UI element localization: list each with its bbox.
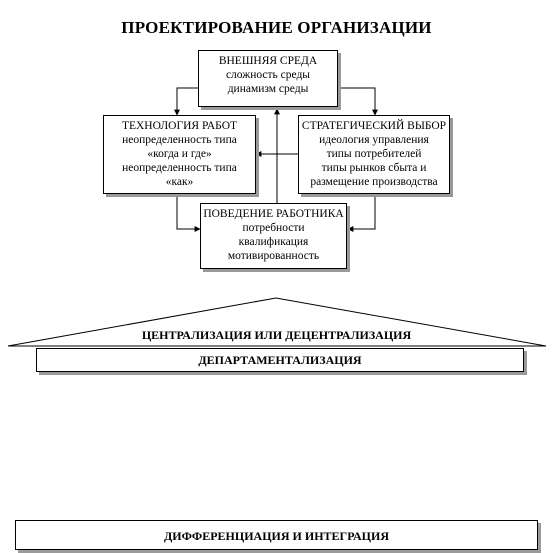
box-heading: СТРАТЕГИЧЕСКИЙ ВЫБОР — [301, 120, 447, 132]
departmentalization-label: ДЕПАРТАМЕНТАЛИЗАЦИЯ — [198, 353, 362, 367]
box-work-technology — [103, 115, 256, 194]
departmentalization-bar — [36, 348, 524, 372]
box-heading: ПОВЕДЕНИЕ РАБОТНИКА — [203, 208, 344, 220]
box-line: мотивированность — [227, 250, 320, 262]
box-line: сложность среды — [225, 69, 311, 81]
box-employee-behavior — [200, 203, 347, 269]
arrow-environment-strategy — [338, 88, 375, 115]
box-line: типы рынков сбыта и — [321, 162, 427, 174]
differentiation-bar — [15, 520, 538, 550]
box-line: динамизм среды — [227, 83, 309, 95]
box-external-environment — [198, 50, 338, 107]
box-line: неопределенность типа — [122, 162, 237, 174]
box-heading: ТЕХНОЛОГИЯ РАБОТ — [121, 120, 238, 132]
box-strategic-choice — [298, 115, 450, 194]
box-line: неопределенность типа — [122, 134, 237, 146]
box-heading: ВНЕШНЯЯ СРЕДА — [218, 55, 318, 67]
arrow-strategy-behavior — [348, 195, 375, 229]
box-line: размещение производства — [310, 176, 438, 188]
box-line: квалификация — [238, 236, 309, 248]
page-title: ПРОЕКТИРОВАНИЕ ОРГАНИЗАЦИИ — [121, 18, 432, 37]
box-line: идеология управления — [319, 134, 429, 146]
box-line: «когда и где» — [147, 148, 212, 160]
box-line: «как» — [165, 176, 194, 188]
arrow-environment-technology — [177, 88, 198, 115]
arrow-technology-behavior — [177, 195, 200, 229]
box-line: типы потребителей — [326, 148, 422, 160]
box-line: потребности — [242, 222, 305, 234]
differentiation-label: ДИФФЕРЕНЦИАЦИЯ И ИНТЕГРАЦИЯ — [164, 529, 389, 543]
roof-label: ЦЕНТРАЛИЗАЦИЯ ИЛИ ДЕЦЕНТРАЛИЗАЦИЯ — [141, 328, 412, 342]
